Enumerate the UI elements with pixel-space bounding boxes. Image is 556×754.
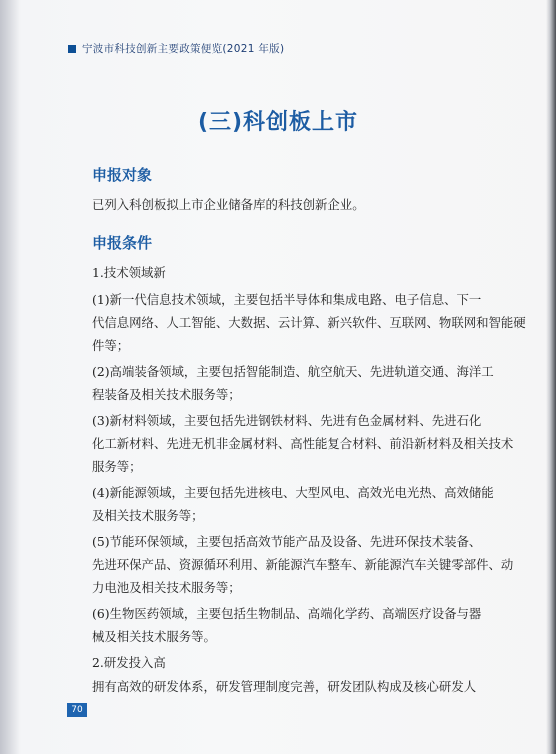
body-line: 代信息网络、人工智能、大数据、云计算、新兴软件、互联网、物联网和智能硬 bbox=[92, 315, 526, 330]
body-line: (1)新一代信息技术领域，主要包括半导体和集成电路、电子信息、下一 bbox=[92, 292, 482, 307]
body-line: (2)高端装备领域，主要包括智能制造、航空航天、先进轨道交通、海洋工 bbox=[92, 364, 494, 379]
heading-target: 申报对象 bbox=[92, 166, 153, 184]
body-line: 2.研发投入高 bbox=[92, 655, 166, 670]
body-line: 及相关技术服务等； bbox=[92, 508, 204, 523]
body-line: 件等； bbox=[92, 338, 130, 353]
body-line: 拥有高效的研发体系，研发管理制度完善，研发团队构成及核心研发人 bbox=[92, 679, 477, 694]
header-square-icon bbox=[68, 45, 76, 53]
body-line: 械及相关技术服务等。 bbox=[92, 629, 216, 644]
section-title: (三)科创板上市 bbox=[197, 110, 359, 135]
body-line: (5)节能环保领域，主要包括高效节能产品及设备、先进环保技术装备、 bbox=[92, 534, 482, 549]
header-text: 宁波市科技创新主要政策便览(2021 年版) bbox=[82, 43, 285, 55]
page-number-badge: 70 bbox=[67, 703, 87, 717]
body-line: (3)新材料领域，主要包括先进钢铁材料、先进有色金属材料、先进石化 bbox=[92, 413, 482, 428]
running-header bbox=[68, 41, 284, 56]
target-text: 已列入科创板拟上市企业储备库的科技创新企业。 bbox=[92, 197, 365, 212]
body-line: (6)生物医药领域，主要包括生物制品、高端化学药、高端医疗设备与器 bbox=[92, 606, 482, 621]
body-line: 化工新材料、先进无机非金属材料、高性能复合材料、前沿新材料及相关技术 bbox=[92, 436, 514, 451]
body-line: 程装备及相关技术服务等； bbox=[92, 387, 241, 402]
body-line: 先进环保产品、资源循环利用、新能源汽车整车、新能源汽车关键零部件、动 bbox=[92, 557, 514, 572]
body-line: (4)新能源领域，主要包括先进核电、大型风电、高效光电光热、高效储能 bbox=[92, 485, 494, 500]
body-line: 1.技术领域新 bbox=[92, 265, 166, 280]
body-line: 力电池及相关技术服务等； bbox=[92, 580, 241, 595]
body-line: 服务等； bbox=[92, 459, 142, 474]
heading-conditions: 申报条件 bbox=[92, 234, 153, 252]
